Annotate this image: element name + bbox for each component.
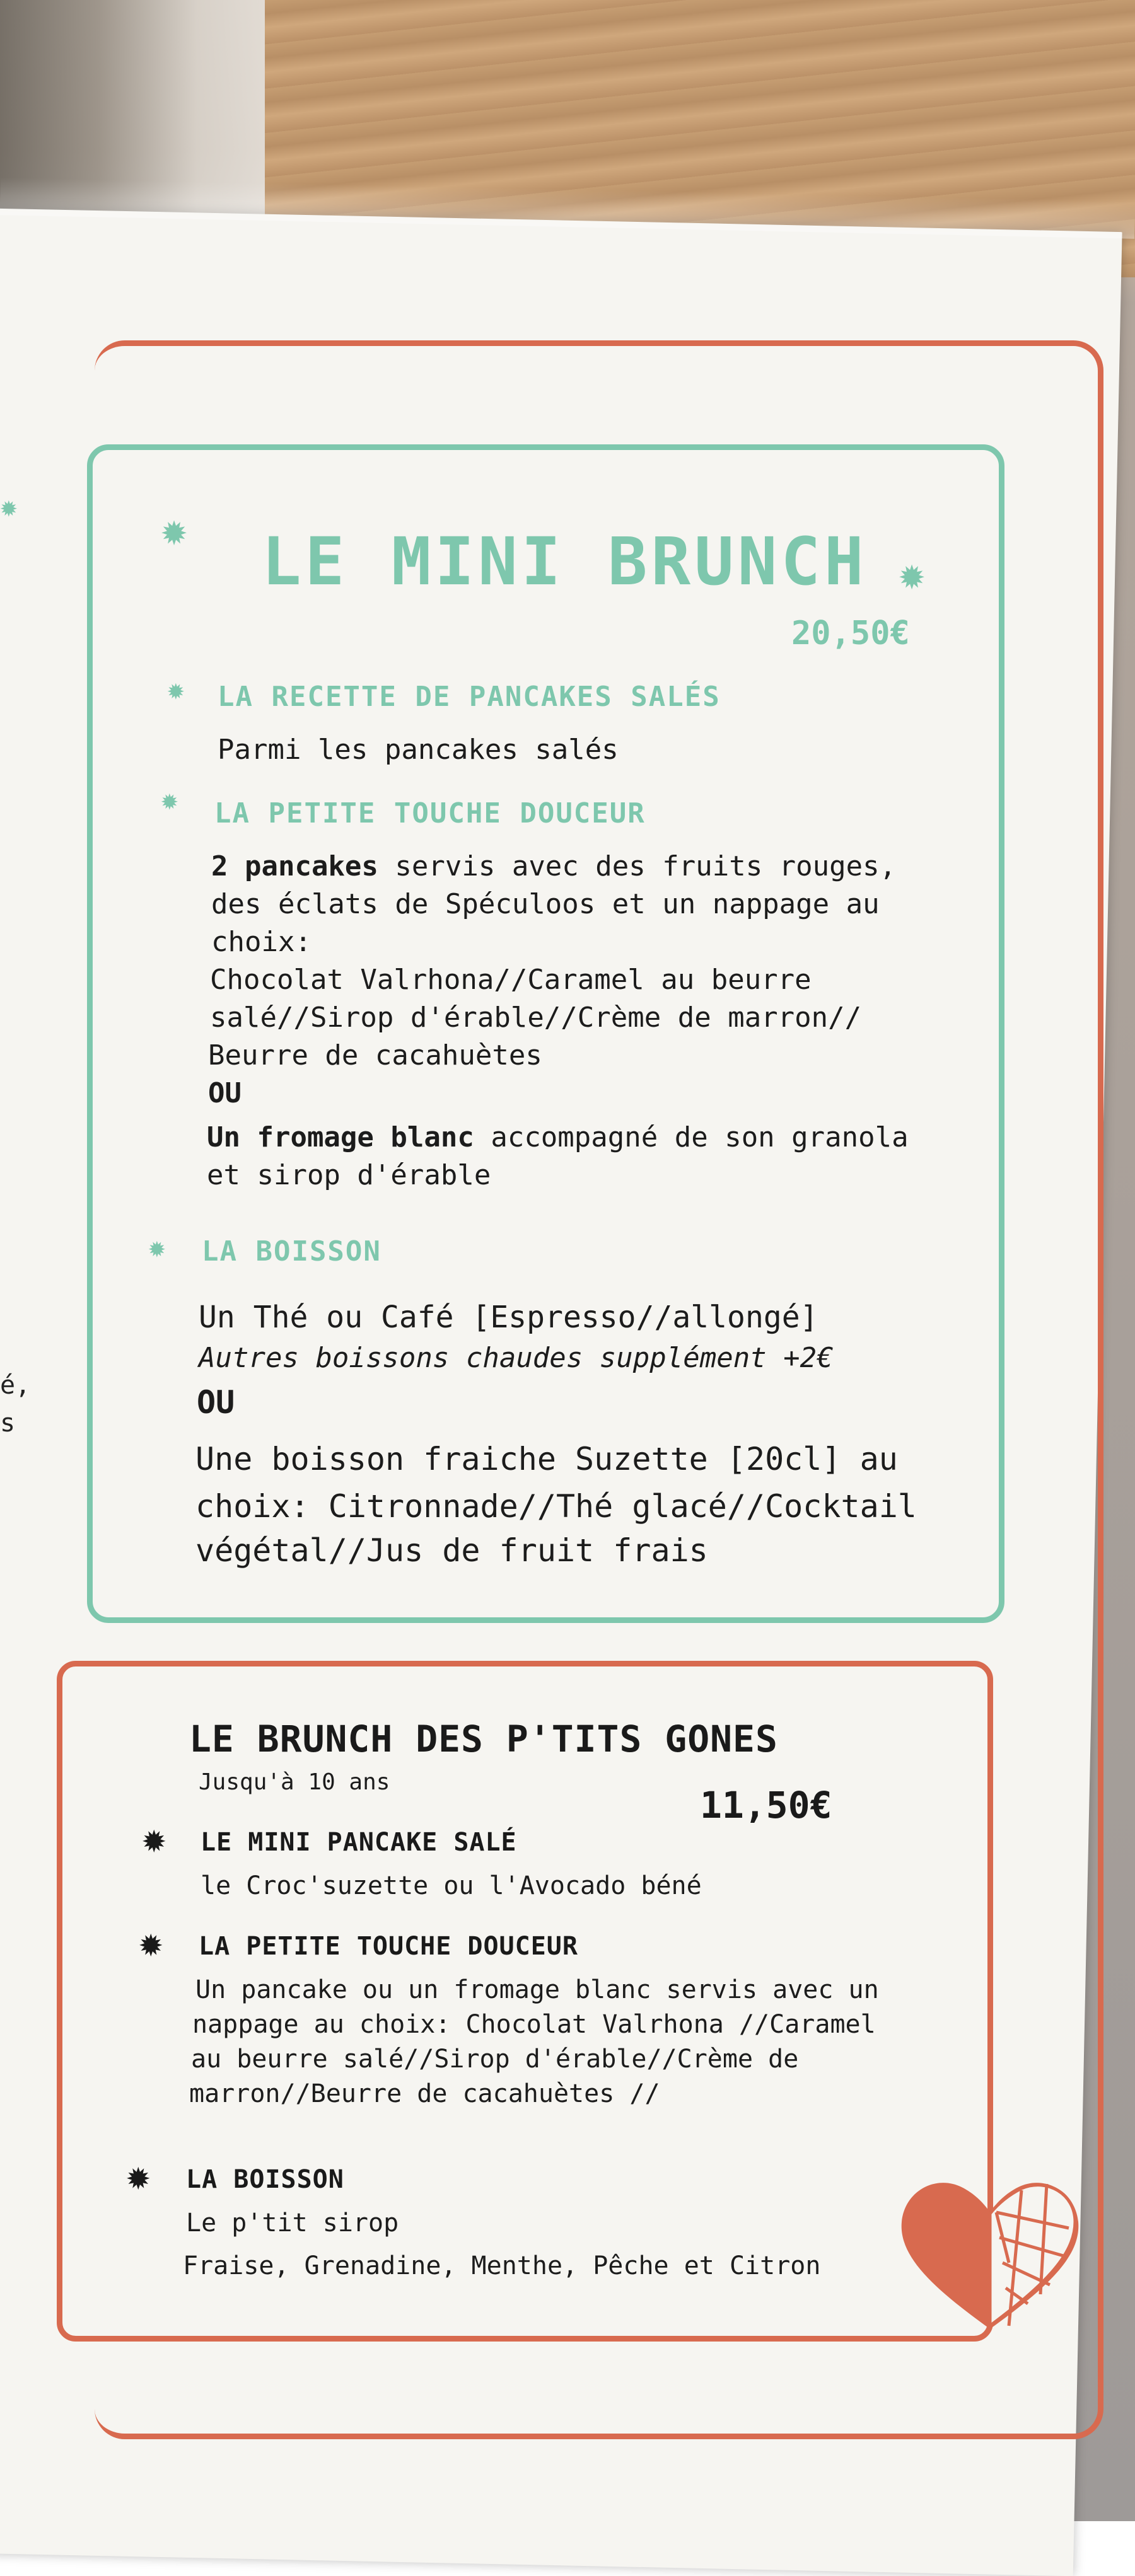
section-text: au beurre salé//Sirop d'érable//Crème de <box>191 2045 799 2074</box>
section-text: Fraise, Grenadine, Menthe, Pêche et Citron <box>183 2251 821 2280</box>
section-text: Une boisson fraiche Suzette [20cl] au <box>195 1441 898 1477</box>
left-edge-fragment: é, <box>0 1371 31 1400</box>
black-star-icon: ✹ <box>139 1919 163 1966</box>
section-heading: LA PETITE TOUCHE DOUCEUR <box>214 797 646 829</box>
green-star-icon: ✹ <box>161 782 178 816</box>
green-star-icon: ✹ <box>161 504 188 555</box>
section-text: Un pancake ou un fromage blanc servis avec un <box>195 1975 879 2004</box>
green-star-icon: ✹ <box>167 672 185 706</box>
section-heading: LA BOISSON <box>202 1235 381 1268</box>
section-text: Un Thé ou Café [Espresso//allongé] <box>199 1300 818 1335</box>
section-text: végétal//Jus de fruit frais <box>195 1532 708 1569</box>
black-star-icon: ✹ <box>142 1815 166 1862</box>
section-text: et sirop d'érable <box>207 1159 491 1191</box>
section-text: nappage au choix: Chocolat Valrhona //Caramel <box>192 2010 876 2039</box>
section-text: Le p'tit sirop <box>186 2209 399 2238</box>
section-text: marron//Beurre de cacahuètes // <box>189 2079 660 2108</box>
green-star-icon: ✹ <box>0 489 18 523</box>
left-edge-fragment: s <box>0 1409 16 1438</box>
section-text: le Croc'suzette ou l'Avocado béné <box>201 1871 702 1900</box>
section-heading: LA RECETTE DE PANCAKES SALÉS <box>218 681 721 713</box>
kids-brunch-subtitle: Jusqu'à 10 ans <box>199 1769 390 1795</box>
section-text: Beurre de cacahuètes <box>208 1039 542 1071</box>
green-star-icon: ✹ <box>899 548 926 599</box>
or-label: OU <box>197 1384 235 1421</box>
mini-brunch-price: 20,50€ <box>791 615 910 652</box>
black-star-icon: ✹ <box>126 2152 151 2199</box>
mini-brunch-title: LE MINI BRUNCH <box>262 523 868 600</box>
section-text: Parmi les pancakes salés <box>218 734 619 766</box>
section-heading: LA BOISSON <box>186 2165 344 2194</box>
section-text-italic: Autres boissons chaudes supplément +2€ <box>199 1342 834 1374</box>
section-text: choix: <box>211 926 311 958</box>
section-text: salé//Sirop d'érable//Crème de marron// <box>210 1002 862 1034</box>
section-text: 2 pancakes servis avec des fruits rouges, <box>211 850 897 882</box>
section-text: Un fromage blanc accompagné de son granola <box>207 1121 909 1153</box>
section-text: des éclats de Spéculoos et un nappage au <box>211 888 880 920</box>
section-text: Chocolat Valrhona//Caramel au beurre <box>210 964 812 996</box>
or-label: OU <box>208 1077 242 1109</box>
heart-logo-icon <box>895 2168 1085 2338</box>
section-heading: LA PETITE TOUCHE DOUCEUR <box>199 1932 578 1961</box>
section-text: choix: Citronnade//Thé glacé//Cocktail <box>195 1488 917 1525</box>
section-heading: LE MINI PANCAKE SALÉ <box>201 1828 517 1857</box>
green-star-icon: ✹ <box>148 1230 166 1264</box>
kids-brunch-price: 11,50€ <box>700 1784 832 1827</box>
kids-brunch-title: LE BRUNCH DES P'TITS GONES <box>189 1718 778 1760</box>
